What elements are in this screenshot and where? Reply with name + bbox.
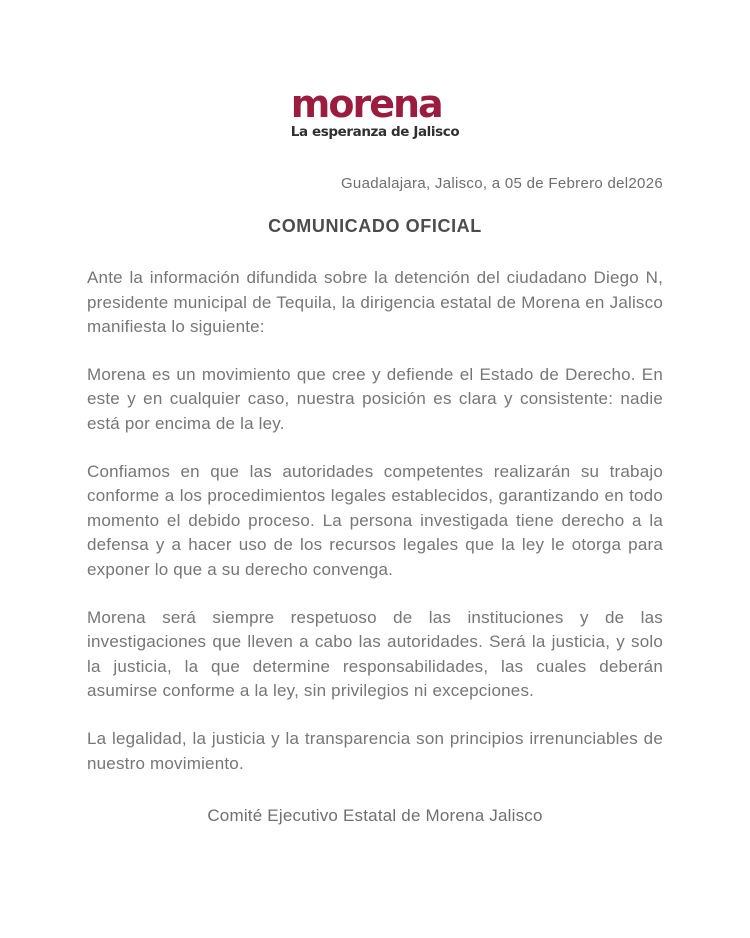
document-body [87, 266, 663, 776]
body-paragraph-5: La legalidad, la justicia y la transparencia son principios irrenunciables de nuestro movimiento. [87, 728, 663, 773]
morena-logo-lockup [290, 82, 460, 140]
body-paragraph-2: Morena es un movimiento que cree y defiende el Estado de Derecho. En este y en cualquier caso, nuestra posición es clara y consistente: nadie está por encima de la ley. [87, 364, 663, 433]
morena-wordmark: morena [290, 82, 442, 126]
body-paragraph-4: Morena será siempre respetuoso de las instituciones y de las investigaciones que lleven a cabo las autoridades. Será la justicia, y solo la justicia, la que determine responsabilidades, las cuales deberán asumirse conforme a la ley, sin privilegios ni excepciones. [87, 607, 663, 701]
document-title: COMUNICADO OFICIAL [268, 216, 482, 236]
body-paragraph-1: Ante la información difundida sobre la detención del ciudadano Diego N, presidente municipal de Tequila, la dirigencia estatal de Morena en Jalisco manifiesta lo siguiente: [87, 268, 663, 337]
body-paragraph-3: Confiamos en que las autoridades competentes realizarán su trabajo conforme a los procedimientos legales establecidos, garantizando en todo momento el debido proceso. La persona investigada tiene derecho a la defensa y a hacer uso de los recursos legales que la ley le otorga para exponer lo que a su derecho convenga. [87, 461, 663, 579]
signature-line: Comité Ejecutivo Estatal de Morena Jalisco [207, 806, 543, 826]
dateline: Guadalajara, Jalisco, a 05 de Febrero del2026 [340, 175, 663, 192]
morena-logo [87, 82, 663, 141]
morena-tagline: La esperanza de Jalisco [290, 124, 460, 140]
